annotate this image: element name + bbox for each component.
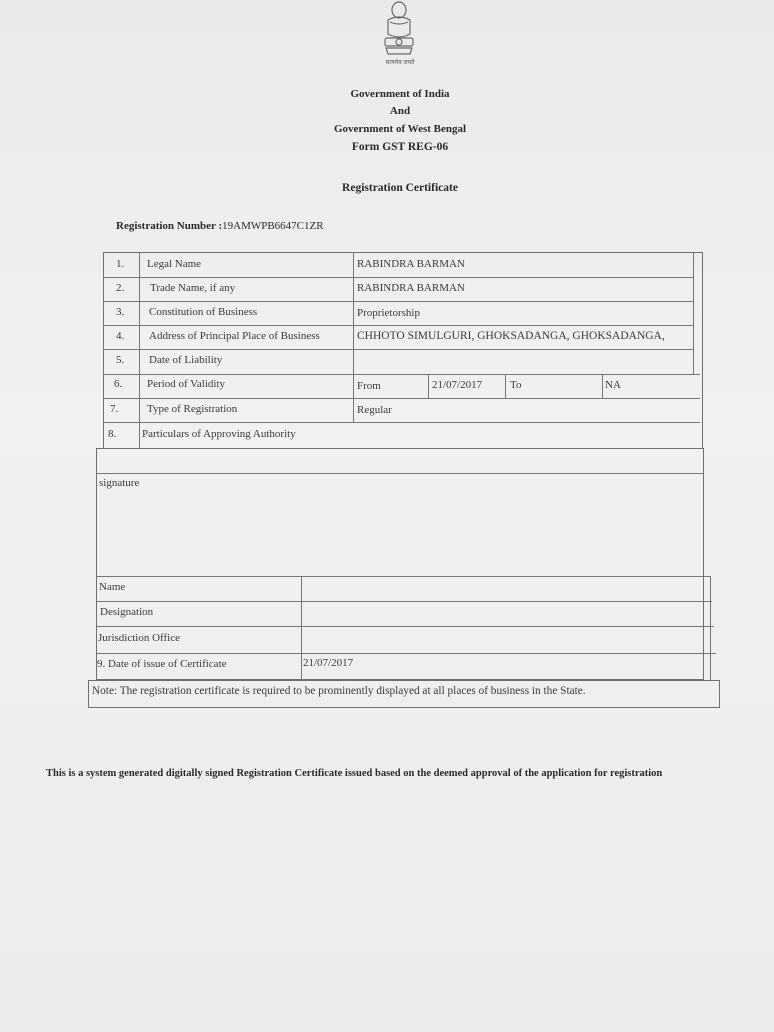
approving-authority-table — [96, 448, 704, 680]
name-label: Name — [99, 581, 126, 593]
header-line-3: Government of West Bengal — [333, 123, 467, 135]
field-value-address: CHHOTO SIMULGURI, GHOKSADANGA, GHOKSADANGA, — [357, 330, 665, 342]
row-number: 2. — [116, 282, 125, 294]
registration-number-label: Registration Number : — [116, 220, 223, 232]
emblem-caption: सत्यमेव जयते — [385, 60, 415, 66]
field-label-type-of-registration: Type of Registration — [147, 403, 238, 415]
row-number: 5. — [116, 354, 125, 366]
field-label-approving-authority: Particulars of Approving Authority — [142, 428, 296, 440]
registration-number — [116, 220, 324, 232]
field-label-trade-name: Trade Name, if any — [150, 282, 236, 294]
form-name: Form GST REG-06 — [351, 141, 449, 153]
field-value-type-of-registration: Regular — [357, 404, 392, 416]
row-number: 7. — [110, 403, 119, 415]
header-line-2: And — [389, 105, 411, 117]
validity-from-label: From — [357, 380, 381, 392]
header-line-1: Government of India — [350, 88, 450, 100]
jurisdiction-office-label: Jurisdiction Office — [98, 632, 180, 644]
field-label-constitution: Constitution of Business — [149, 306, 258, 318]
field-label-address: Address of Principal Place of Business — [149, 330, 320, 342]
field-label-period-of-validity: Period of Validity — [147, 378, 226, 390]
page-title: Registration Certificate — [342, 182, 458, 194]
row-number: 1. — [116, 258, 125, 270]
designation-label: Designation — [100, 606, 154, 618]
validity-to-value: NA — [605, 379, 621, 391]
registration-number-value: 19AMWPB6647C1ZR — [222, 220, 324, 232]
date-of-issue-label: 9. Date of issue of Certificate — [97, 658, 227, 670]
state-emblem-icon — [376, 0, 422, 62]
validity-to-label: To — [510, 379, 522, 391]
field-value-legal-name: RABINDRA BARMAN — [357, 258, 465, 270]
row-number: 4. — [116, 330, 125, 342]
note-text: Note: The registration certificate is required to be prominently displayed at all places of business in the State. — [92, 685, 586, 697]
row-number: 6. — [114, 378, 123, 390]
field-value-constitution: Proprietorship — [357, 307, 420, 319]
row-number: 3. — [116, 306, 125, 318]
field-label-date-of-liability: Date of Liability — [149, 354, 223, 366]
field-label-legal-name: Legal Name — [147, 258, 202, 270]
system-generated-note: This is a system generated digitally signed Registration Certificate issued based on the deemed approval of the application for registration — [46, 768, 663, 779]
signature-label: signature — [99, 477, 140, 489]
field-value-trade-name: RABINDRA BARMAN — [357, 282, 465, 294]
row-number: 8. — [108, 428, 117, 440]
date-of-issue-value: 21/07/2017 — [303, 657, 354, 669]
validity-from-value: 21/07/2017 — [432, 379, 483, 391]
